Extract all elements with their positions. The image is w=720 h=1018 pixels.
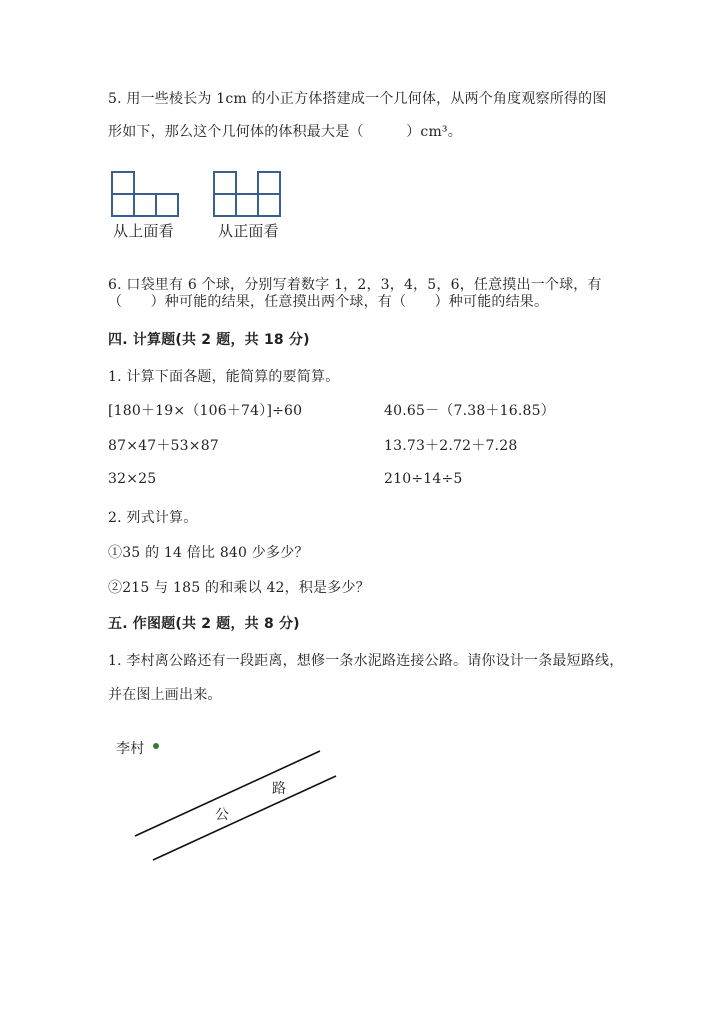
section4-q1-title: 1. 计算下面各题，能简算的要简算。 bbox=[108, 369, 340, 385]
q5-text-line1: 5. 用一些棱长为 1cm 的小正方体搭建成一个几何体，从两个角度观察所得的图 bbox=[108, 91, 607, 107]
expression-4: 13.73＋2.72＋7.28 bbox=[384, 438, 518, 454]
section4-title: 四. 计算题(共 2 题，共 18 分) bbox=[108, 332, 310, 348]
section4-q2-title: 2. 列式计算。 bbox=[108, 510, 198, 526]
section5-title: 五. 作图题(共 2 题，共 8 分) bbox=[108, 616, 300, 632]
q6-text-line2: （ ）种可能的结果，任意摸出两个球，有（ ）种可能的结果。 bbox=[108, 294, 549, 310]
expression-1: [180＋19×（106＋74）]÷60 bbox=[108, 403, 303, 419]
section5-q1-line2: 并在图上画出来。 bbox=[108, 687, 222, 703]
expression-6: 210÷14÷5 bbox=[384, 471, 463, 487]
road-label-gong: 公 bbox=[215, 807, 230, 823]
top-view-label: 从上面看 bbox=[113, 222, 174, 240]
expression-2: 40.65－（7.38＋16.85） bbox=[384, 403, 555, 419]
section4-q2-item-2: ②215 与 185 的和乘以 42，积是多少？ bbox=[108, 580, 370, 596]
expression-3: 87×47＋53×87 bbox=[108, 438, 219, 454]
road-label-lu: 路 bbox=[272, 781, 287, 797]
expression-5: 32×25 bbox=[108, 471, 157, 487]
front-view-label: 从正面看 bbox=[218, 222, 279, 240]
q6-text-line1: 6. 口袋里有 6 个球，分别写着数字 1，2，3，4，5，6，任意摸出一个球，有 bbox=[108, 277, 602, 293]
village-dot bbox=[153, 743, 159, 749]
village-label: 李村 bbox=[116, 741, 145, 757]
section4-q2-item-1: ①35 的 14 倍比 840 少多少？ bbox=[108, 545, 309, 561]
section5-q1-line1: 1. 李村离公路还有一段距离，想修一条水泥路连接公路。请你设计一条最短路线， bbox=[108, 653, 624, 669]
q5-text-line2: 形如下，那么这个几何体的体积最大是（ ）cm³。 bbox=[108, 124, 462, 140]
road-edge-lower bbox=[153, 776, 336, 860]
